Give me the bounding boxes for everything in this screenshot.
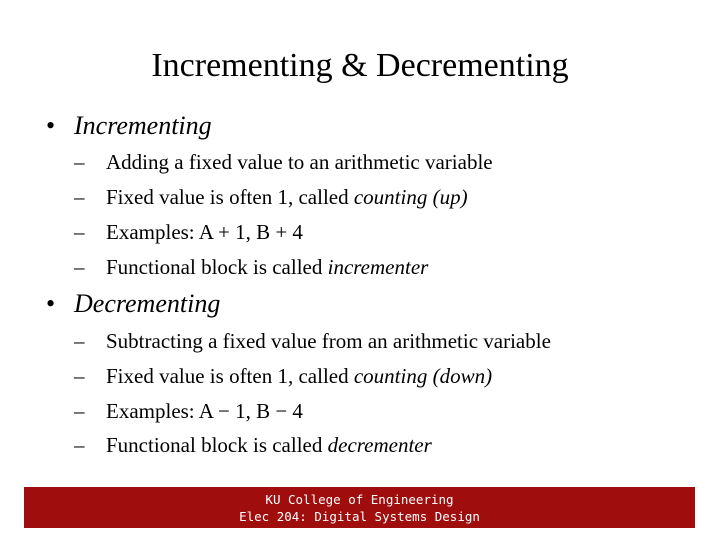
dash: – <box>74 150 85 174</box>
sub-item-emphasis: incrementer <box>327 255 429 279</box>
sub-item <box>74 219 303 245</box>
dash: – <box>74 220 85 244</box>
bullet-incrementing <box>46 110 212 142</box>
sub-item-text: Fixed value is often 1, called <box>106 185 354 209</box>
sub-item <box>74 432 432 458</box>
sub-item-text: Fixed value is often 1, called <box>106 364 354 388</box>
bullet-dot: • <box>46 289 56 318</box>
dash: – <box>74 364 85 388</box>
sub-item <box>74 184 468 210</box>
footer-line-2: Elec 204: Digital Systems Design <box>239 509 480 524</box>
footer-banner <box>24 487 695 528</box>
sub-item <box>74 363 492 389</box>
dash: – <box>74 399 85 423</box>
dash: – <box>74 329 85 353</box>
sub-item-emphasis: counting (up) <box>353 185 468 209</box>
dash: – <box>74 255 85 279</box>
sub-item-text: Subtracting a fixed value from an arithmetic variable <box>106 329 551 353</box>
sub-item-emphasis: decrementer <box>327 433 432 457</box>
sub-item-text: Adding a fixed value to an arithmetic variable <box>106 150 493 174</box>
sub-item <box>74 328 551 354</box>
sub-item <box>74 398 303 424</box>
sub-item-text: Examples: A − 1, B − 4 <box>106 399 303 423</box>
footer-line-1: KU College of Engineering <box>265 492 454 507</box>
sub-item-text: Functional block is called <box>106 433 328 457</box>
bullet-dot: • <box>46 111 56 140</box>
slide-title: Incrementing & Decrementing <box>151 47 569 84</box>
sub-item-emphasis: counting (down) <box>353 364 493 388</box>
dash: – <box>74 185 85 209</box>
bullet-decrementing <box>46 288 220 320</box>
sub-item-text: Functional block is called <box>106 255 328 279</box>
bullet-heading: Decrementing <box>74 289 221 318</box>
dash: – <box>74 433 85 457</box>
sub-item-text: Examples: A + 1, B + 4 <box>106 220 303 244</box>
sub-item <box>74 149 493 175</box>
bullet-heading: Incrementing <box>74 111 212 140</box>
sub-item <box>74 254 428 280</box>
